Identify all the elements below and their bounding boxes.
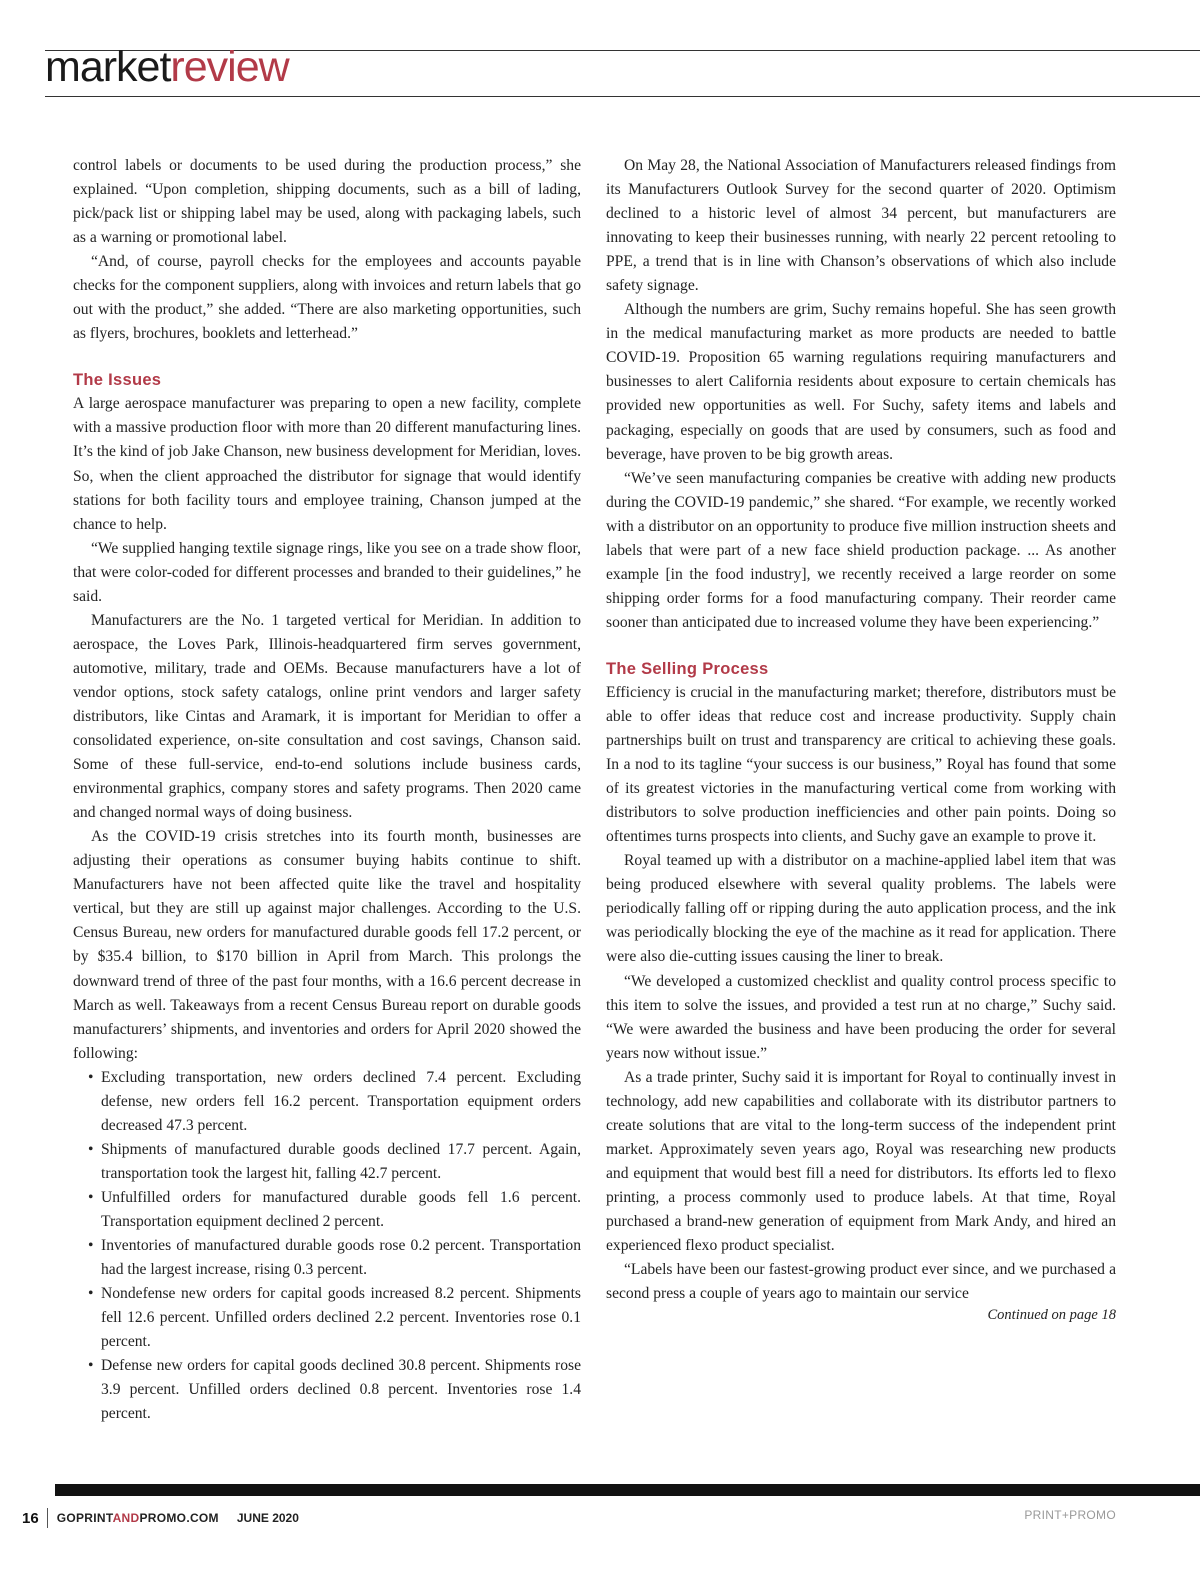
list-item: • Shipments of manufactured durable goods declined 17.7 percent. Again, transportation took the largest hit, falling 42.7 percent. (101, 1138, 581, 1186)
header-word-market: market (45, 43, 171, 91)
footer-divider (47, 1508, 48, 1528)
paragraph: Manufacturers are the No. 1 targeted vertical for Meridian. In addition to aerospace, the Loves Park, Illinois-headquartered firm serves government, automotive, military, trade and OEMs. Because manufacturers have a lot of vendor options, stock safety catalogs, online print vendors and larger safety distributors, like Cintas and Aramark, it is important for Meridian to offer a consolidated experience, on-site consultation and cost savings, Chanson said. Some of these full-service, end-to-end solutions include business cards, environmental graphics, company stores and safety programs. Then 2020 came and changed normal ways of doing business. (73, 611, 581, 822)
paragraph: “We developed a customized checklist and quality control process specific to this item to solve the issues, and provided a test run at no charge,” Suchy said. “We were awarded the business and have been producing the order for several years now without issue.” (606, 972, 1116, 1062)
section-heading-selling-process: The Selling Process (606, 659, 769, 678)
paragraph: A large aerospace manufacturer was preparing to open a new facility, complete with a massive production floor with more than 20 different manufacturing lines. It’s the kind of job Jake Chanson, new business development for Meridian, loves. So, when the client approached the distributor for signage that would identify stations for both facility tours and employee training, Chanson jumped at the chance to help. (73, 395, 582, 533)
paragraph: As a trade printer, Suchy said it is important for Royal to continually invest in technology, add new capabilities and collaborate with its distributor partners to create solutions that are vital to the long-term success of the independent print market. Approximately seven years ago, Royal was researching new products and equipment that would best fill a need for distributors. Its efforts led to flexo printing, a process commonly used to produce labels. At that time, Royal purchased a brand-new generation of equipment from Mark Andy, and hired an experienced flexo product specialist. (606, 1068, 1116, 1255)
list-item: • Excluding transportation, new orders declined 7.4 percent. Excluding defense, new orders fell 16.2 percent. Transportation equipment orders decreased 47.3 percent. (101, 1066, 581, 1138)
footer-brand: PRINT+PROMO (1024, 1508, 1116, 1522)
paragraph: “And, of course, payroll checks for the employees and accounts payable checks for the component suppliers, along with invoices and return labels that go out with the product,” she added. “There are also marketing opportunities, such as flyers, brochures, booklets and letterhead.” (73, 253, 581, 343)
paragraph: Efficiency is crucial in the manufacturing market; therefore, distributors must be able to offer ideas that reduce cost and increase productivity. Supply chain partnerships built on trust and transparency are critical to achieving these goals. In a nod to its tagline “your success is our business,” Royal has found that some of its greatest victories in the manufacturing vertical come from working with distributors to solve production inefficiencies and other pain points. Doing so oftentimes turns prospects into clients, and Suchy gave an example to prove it. (606, 683, 1116, 846)
list-item: • Unfulfilled orders for manufactured durable goods fell 1.6 percent. Transportation equipment declined 2 percent. (101, 1186, 581, 1234)
paragraph: control labels or documents to be used during the production process,” she explained. “Upon completion, shipping documents, such as a bill of lading, pick/pack list or shipping label may be used, along with packaging labels, such as a warning or promotional label. (73, 157, 581, 247)
site-part-and: AND (112, 1511, 140, 1525)
website-link[interactable] (57, 1511, 219, 1525)
paragraph: Although the numbers are grim, Suchy remains hopeful. She has seen growth in the medical manufacturing market as more products are needed to battle COVID-19. Proposition 65 warning regulations requiring manufacturers and businesses to alert California residents about exposure to certain chemicals has provided new opportunities as well. For Suchy, safety items and labels and packaging, especially on goods that are used by consumers, such as food and beverage, have proven to be big growth areas. (606, 301, 1116, 463)
list-item: • Nondefense new orders for capital goods increased 8.2 percent. Shipments fell 12.6 percent. Unfilled orders declined 2.2 percent. Inventories rose 0.1 percent. (101, 1282, 581, 1354)
list-item: • Inventories of manufactured durable goods rose 0.2 percent. Transportation had the largest increase, rising 0.3 percent. (101, 1234, 581, 1282)
paragraph: As the COVID-19 crisis stretches into its fourth month, businesses are adjusting their operations as consumer buying habits continue to shift. Manufacturers have not been affected quite like the travel and hospitality vertical, but they are still up against major challenges. According to the U.S. Census Bureau, new orders for manufactured durable goods fell 17.2 percent, or by $35.4 billion, to $170 billion in April from March. This prolongs the downward trend of three of the past four months, with a 16.6 percent decrease in March as well. Takeaways from a recent Census Bureau report on durable goods manufacturers’ shipments, and inventories and orders for April 2020 showed the following: (73, 828, 581, 1062)
header-word-review: review (170, 43, 289, 91)
issue-date: JUNE 2020 (236, 1511, 299, 1525)
left-column (73, 154, 581, 1426)
footer-bar (55, 1484, 1200, 1496)
paragraph: “We’ve seen manufacturing companies be creative with adding new products during the COVID-19 pandemic,” she shared. “For example, we recently worked with a distributor on an opportunity to produce five million instruction sheets and labels that were part of a new face shield production package. ... As another example [in the food industry], we recently received a large reorder on some shipping order forms for a food manufacturing company. Their reorder came sooner than anticipated due to increased volume they have been experiencing.” (606, 469, 1116, 631)
paragraph: “We supplied hanging textile signage rings, like you see on a trade show floor, that were color-coded for different processes and branded to their guidelines,” he said. (73, 539, 581, 605)
footer-left (22, 1508, 299, 1528)
paragraph: On May 28, the National Association of Manufacturers released findings from its Manufacturers Outlook Survey for the second quarter of 2020. Optimism declined to a historic level of almost 34 percent, but manufacturers are innovating to keep their businesses running, with nearly 22 percent retooling to PPE, a trend that is in line with Chanson’s observations of which also include safety signage. (606, 157, 1116, 295)
site-part-goprint: GOPRINT (56, 1511, 113, 1525)
list-item: • Defense new orders for capital goods declined 30.8 percent. Shipments rose 3.9 percent. Unfilled orders declined 0.8 percent. Inventories rose 1.4 percent. (101, 1354, 581, 1426)
paragraph: Royal teamed up with a distributor on a machine-applied label item that was being produced elsewhere with several quality problems. The labels were periodically falling off or ripping during the auto application process, and the ink was periodically blocking the eye of the machine as it read for application. There were also die-cutting issues causing the liner to break. (606, 852, 1116, 966)
right-column (606, 154, 1116, 1324)
header-rule (45, 96, 1200, 97)
page-number: 16 (22, 1509, 39, 1527)
paragraph: “Labels have been our fastest-growing product ever since, and we purchased a second press a couple of years ago to maintain our service (606, 1261, 1116, 1303)
census-bullet-list (73, 1066, 581, 1427)
section-header (45, 43, 289, 91)
continued-note: Continued on page 18 (987, 1307, 1116, 1324)
site-part-promo: PROMO.COM (139, 1511, 219, 1525)
section-heading-issues: The Issues (73, 371, 162, 390)
